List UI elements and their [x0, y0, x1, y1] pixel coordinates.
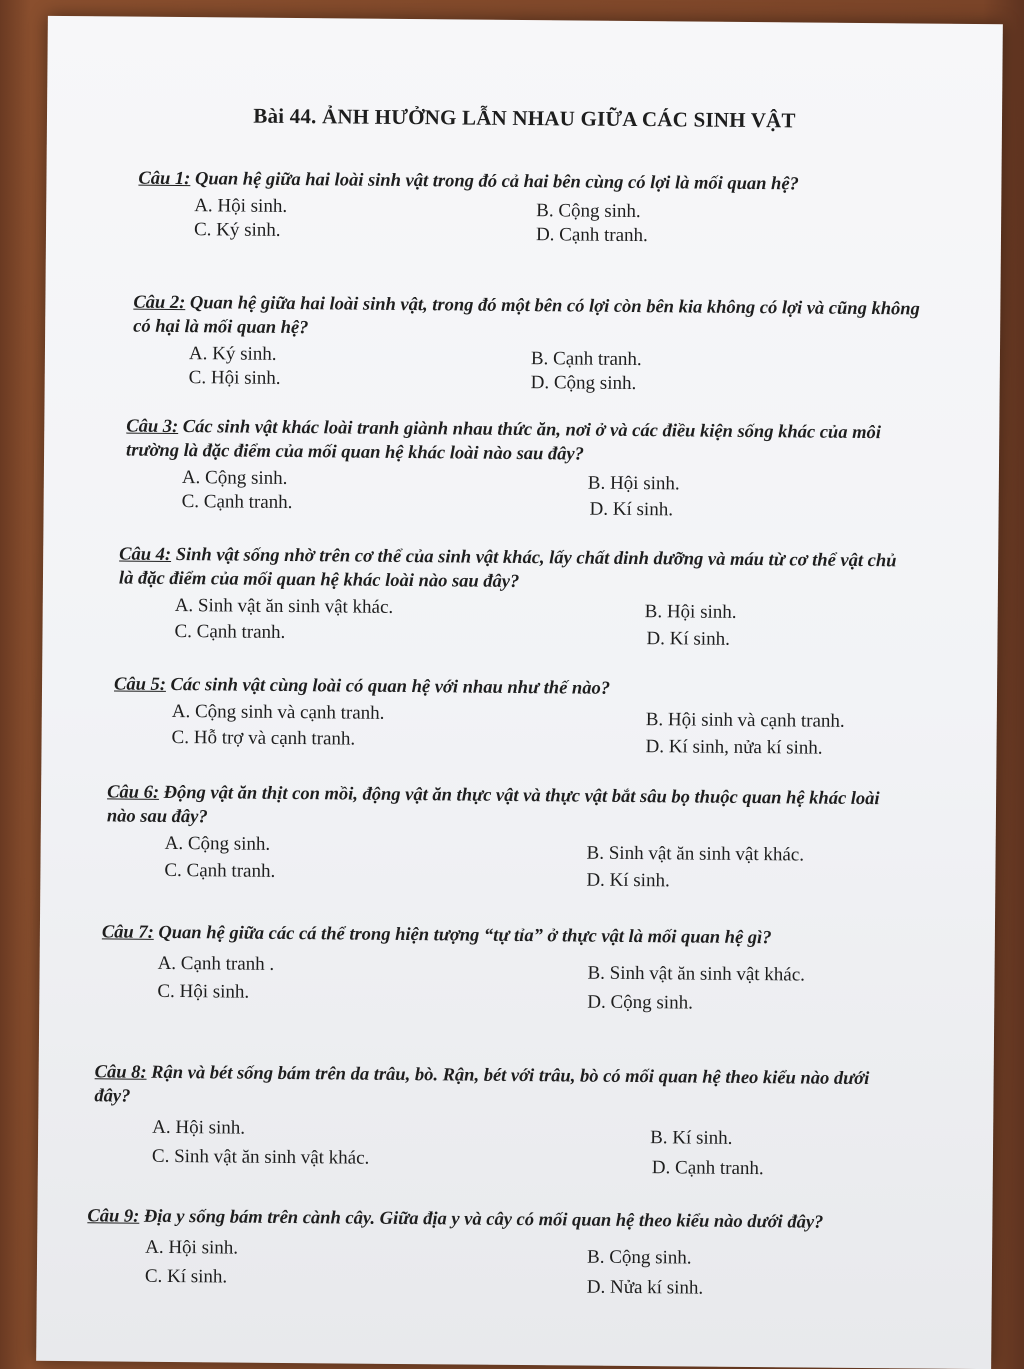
answer-options	[133, 341, 923, 402]
option-b[interactable]: B. Cạnh tranh.	[530, 348, 642, 371]
option-d[interactable]: D. Cạnh tranh.	[535, 224, 648, 247]
option-d[interactable]: D. Kí sinh.	[646, 628, 730, 650]
option-a[interactable]: A. Cộng sinh.	[164, 832, 271, 855]
option-a[interactable]: A. Hội sinh.	[152, 1116, 246, 1139]
question-label: Câu 4:	[119, 544, 172, 565]
question-stem	[107, 780, 897, 835]
question-label: Câu 1:	[138, 168, 191, 190]
question-text: Quan hệ giữa các cá thể trong hiện tượng “tự tỉa” ở thực vật là mối quan hệ gì?	[153, 922, 772, 949]
question-label: Câu 9:	[87, 1206, 140, 1227]
question-label: Câu 7:	[101, 922, 154, 943]
option-a[interactable]: A. Cộng sinh và cạnh tranh.	[171, 700, 385, 724]
option-a[interactable]: A. Cạnh tranh .	[157, 952, 275, 975]
question-3	[126, 415, 917, 526]
question-label: Câu 3:	[126, 416, 179, 438]
option-d[interactable]: D. Cộng sinh.	[530, 372, 637, 395]
option-d[interactable]: D. Kí sinh.	[586, 869, 670, 892]
question-9	[87, 1204, 878, 1299]
option-a[interactable]: A. Cộng sinh.	[181, 467, 288, 489]
option-c[interactable]: C. Hỗ trợ và cạnh tranh.	[171, 726, 356, 750]
question-text: Địa y sống bám trên cành cây. Giữa địa y và cây có mối quan hệ theo kiểu nào dưới đây?	[139, 1206, 824, 1233]
option-b[interactable]: B. Sinh vật ăn sinh vật khác.	[587, 962, 806, 986]
question-stem	[119, 543, 909, 598]
question-label: Câu 8:	[94, 1062, 147, 1083]
option-d[interactable]: D. Cộng sinh.	[587, 991, 693, 1014]
question-text: Rận và bét sống bám trên da trâu, bò. Rận, bét với trâu, bò có mối quan hệ theo kiểu nào dưới đây?	[94, 1062, 870, 1107]
option-c[interactable]: C. Sinh vật ăn sinh vật khác.	[151, 1145, 370, 1169]
answer-options	[118, 593, 908, 654]
option-a[interactable]: A. Ký sinh.	[188, 343, 277, 365]
option-c[interactable]: C. Cạnh tranh.	[174, 620, 286, 643]
answer-options	[101, 950, 891, 1014]
question-text: Sinh vật sống nhờ trên cơ thể của sinh vật khác, lấy chất dinh dưỡng và máu từ cơ thể vật chủ là đặc điểm của mối quan hệ khác loài nào sau đây?	[118, 544, 897, 592]
option-a[interactable]: A. Sinh vật ăn sinh vật khác.	[174, 594, 394, 618]
question-text: Các sinh vật cùng loài có quan hệ với nhau như thế nào?	[165, 674, 611, 699]
worksheet-title: Bài 44. ẢNH HƯỞNG LẪN NHAU GIỮA CÁC SINH VẬT	[253, 103, 796, 133]
option-d[interactable]: D. Cạnh tranh.	[651, 1157, 764, 1180]
question-2	[133, 291, 924, 402]
option-b[interactable]: B. Hội sinh.	[644, 601, 737, 623]
question-stem	[94, 1060, 884, 1115]
question-text: Động vật ăn thịt con mồi, động vật ăn thực vật và thực vật bắt sâu bọ thuộc quan hệ khác loài nào sau đây?	[106, 782, 880, 828]
option-c[interactable]: C. Ký sinh.	[193, 219, 281, 241]
answer-options	[106, 830, 896, 891]
option-a[interactable]: A. Hội sinh.	[194, 195, 288, 217]
question-label: Câu 6:	[107, 782, 160, 803]
answer-options	[87, 1234, 877, 1299]
option-c[interactable]: C. Cạnh tranh.	[181, 491, 293, 514]
question-stem	[126, 415, 916, 470]
option-b[interactable]: B. Sinh vật ăn sinh vật khác.	[586, 842, 805, 866]
option-b[interactable]: B. Kí sinh.	[650, 1127, 733, 1149]
option-d[interactable]: D. Kí sinh.	[589, 498, 674, 521]
question-text: Quan hệ giữa hai loài sinh vật trong đó cả hai bên cùng có lợi là mối quan hệ?	[190, 169, 799, 195]
option-b[interactable]: B. Cộng sinh.	[586, 1246, 692, 1269]
question-label: Câu 5:	[113, 674, 167, 695]
option-c[interactable]: C. Hội sinh.	[157, 980, 250, 1003]
option-c[interactable]: C. Hội sinh.	[188, 367, 281, 389]
question-label: Câu 2:	[133, 292, 186, 314]
question-7	[101, 920, 892, 1014]
answer-options	[94, 1114, 884, 1180]
option-b[interactable]: B. Hội sinh.	[587, 472, 680, 495]
option-b[interactable]: B. Cộng sinh.	[536, 200, 641, 223]
question-5	[113, 672, 904, 759]
question-text: Quan hệ giữa hai loài sinh vật, trong đó một bên có lợi còn bên kia không có lợi và cũng không có hại là mối quan hệ?	[133, 293, 920, 339]
question-stem	[133, 291, 923, 346]
question-stem	[87, 1204, 877, 1235]
worksheet-paper	[36, 16, 1003, 1369]
answer-options	[138, 193, 928, 254]
question-text: Các sinh vật khác loài tranh giành nhau thức ăn, nơi ở và các điều kiện sống khác của môi trường là đặc điểm của mối quan hệ khác loài nào sau đây?	[126, 417, 881, 465]
option-b[interactable]: B. Hội sinh và cạnh tranh.	[645, 709, 845, 732]
option-c[interactable]: C. Cạnh tranh.	[164, 859, 276, 882]
question-stem	[102, 920, 892, 951]
question-4	[118, 543, 909, 654]
question-1	[138, 167, 929, 254]
option-c[interactable]: C. Kí sinh.	[144, 1265, 228, 1288]
option-a[interactable]: A. Hội sinh.	[145, 1236, 239, 1259]
question-8	[94, 1060, 885, 1180]
answer-options	[126, 465, 916, 526]
question-6	[106, 780, 897, 891]
answer-options	[113, 698, 903, 759]
option-d[interactable]: D. Kí sinh, nửa kí sinh.	[645, 736, 823, 759]
option-d[interactable]: D. Nửa kí sinh.	[586, 1276, 704, 1299]
